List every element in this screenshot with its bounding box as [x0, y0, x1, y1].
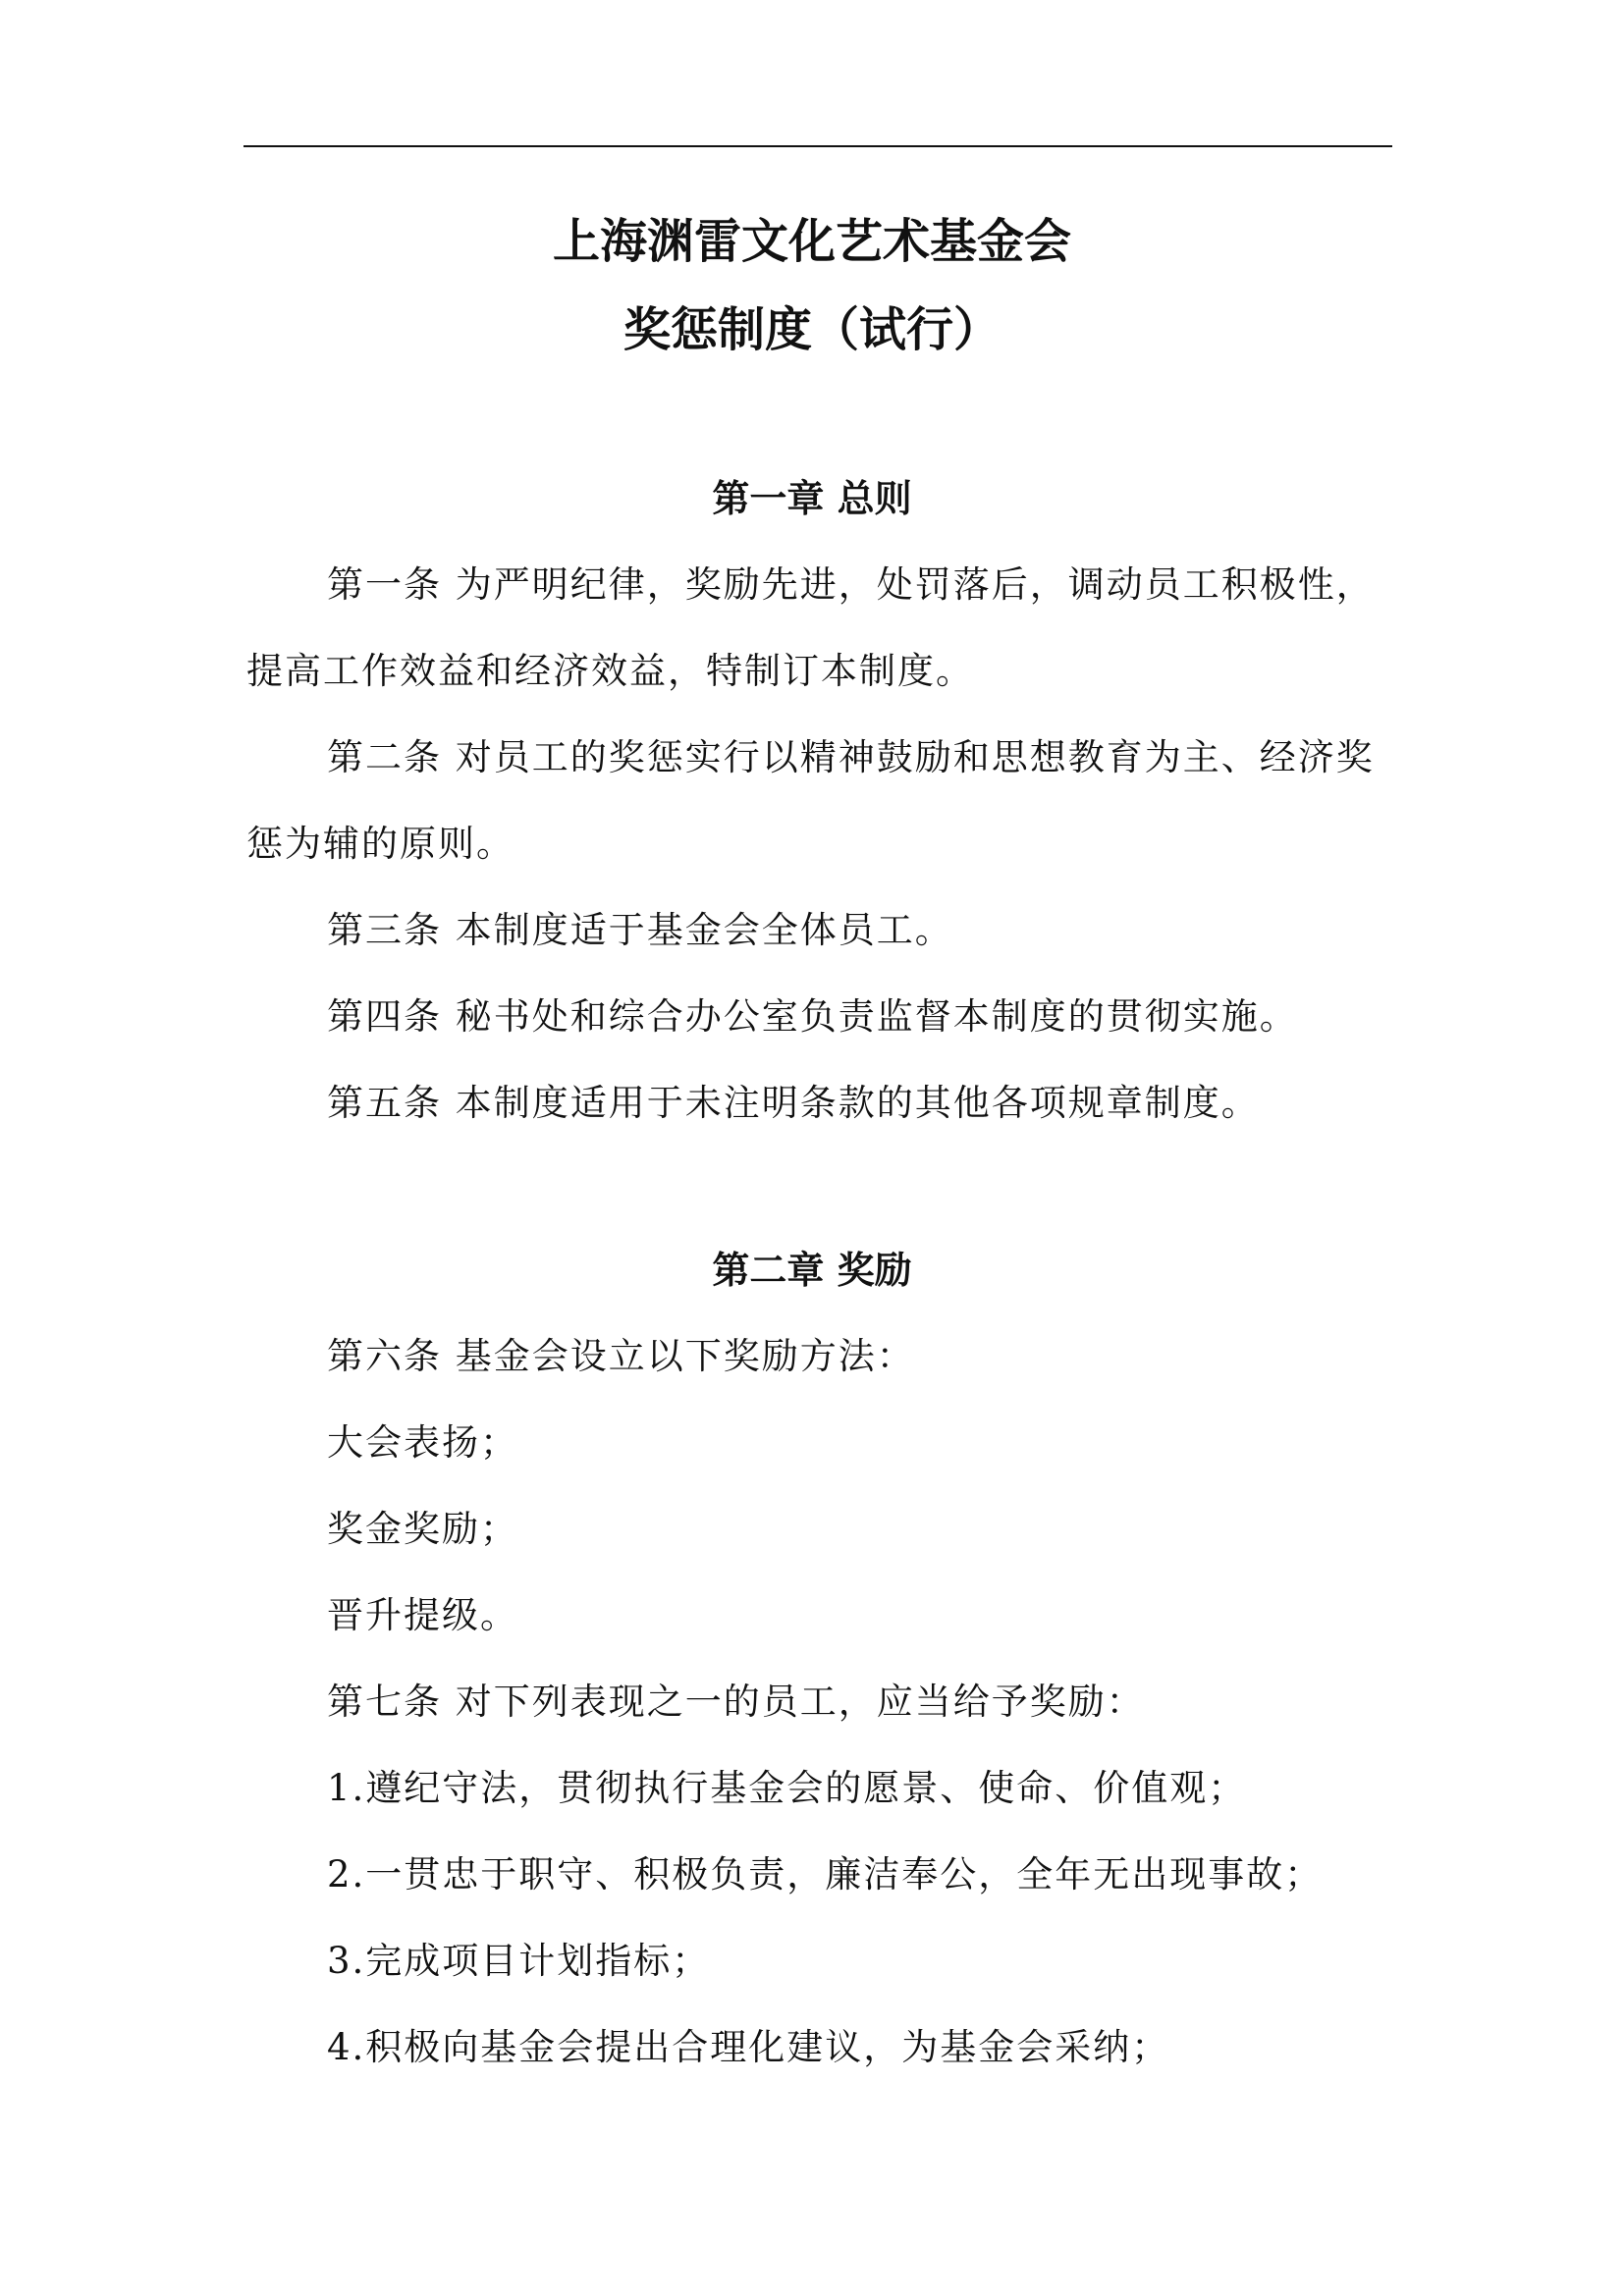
chapter1-heading: 第一章 总则 [712, 477, 912, 520]
reward-criterion-item: 3.完成项目计划指标； [327, 1940, 711, 1982]
article1-line2: 提高工作效益和经济效益，特制订本制度。 [246, 650, 974, 692]
reward-method-item: 晋升提级。 [327, 1594, 518, 1636]
document-title-line1: 上海渊雷文化艺术基金会 [552, 214, 1071, 269]
article3: 第三条 本制度适于基金会全体员工。 [327, 909, 953, 951]
header-rule [244, 145, 1392, 147]
article7: 第七条 对下列表现之一的员工，应当给予奖励： [327, 1681, 1145, 1723]
article2-line1: 第二条 对员工的奖惩实行以精神鼓励和思想教育为主、经济奖 [327, 736, 1375, 778]
article1-line1: 第一条 为严明纪律，奖励先进，处罚落后，调动员工积极性， [327, 563, 1375, 606]
reward-criterion-item: 2.一贯忠于职守、积极负责，廉洁奉公，全年无出现事故； [327, 1853, 1324, 1896]
article6: 第六条 基金会设立以下奖励方法： [327, 1335, 915, 1377]
document-title-line2: 奖惩制度（试行） [623, 302, 1001, 357]
article2-line2: 惩为辅的原则。 [246, 823, 514, 865]
article5: 第五条 本制度适用于未注明条款的其他各项规章制度。 [327, 1082, 1260, 1124]
reward-method-item: 大会表扬； [327, 1421, 518, 1464]
reward-method-item: 奖金奖励； [327, 1508, 518, 1550]
article4: 第四条 秘书处和综合办公室负责监督本制度的贯彻实施。 [327, 995, 1298, 1038]
reward-criterion-item: 4.积极向基金会提出合理化建议，为基金会采纳； [327, 2026, 1170, 2068]
reward-criterion-item: 1.遵纪守法，贯彻执行基金会的愿景、使命、价值观； [327, 1767, 1247, 1809]
chapter2-heading: 第二章 奖励 [712, 1249, 912, 1292]
